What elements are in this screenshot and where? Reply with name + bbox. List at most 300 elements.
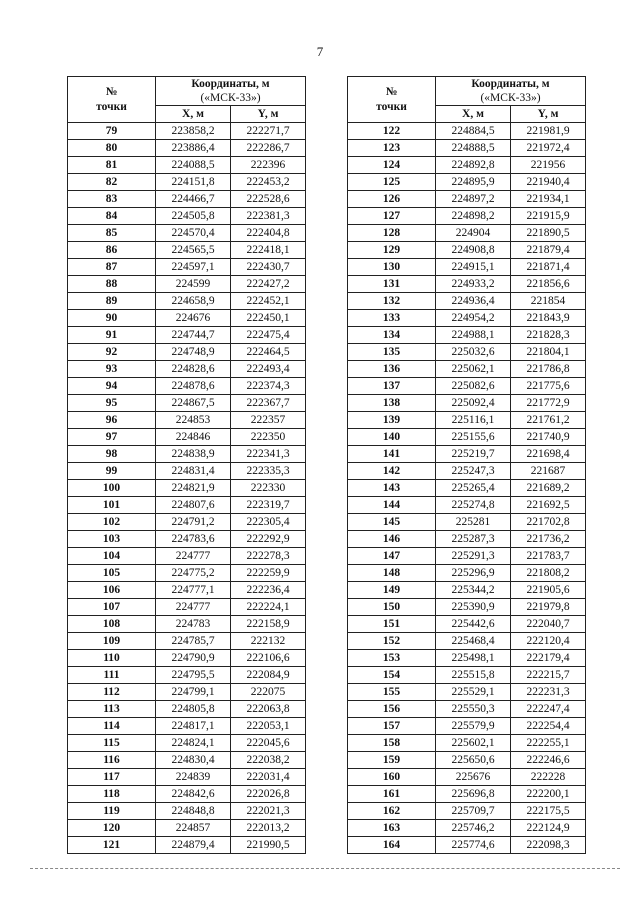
y-coordinate-cell: 222231,3 [511,684,586,701]
x-coordinate-cell: 224915,1 [436,259,511,276]
x-coordinate-cell: 225287,3 [436,531,511,548]
table-row [348,293,586,310]
x-coordinate-cell: 224658,9 [156,293,231,310]
y-coordinate-cell: 222464,5 [231,344,306,361]
table-row [348,548,586,565]
point-no-sign: № [105,85,118,98]
x-coordinate-cell: 225247,3 [436,463,511,480]
y-coordinate-cell: 222179,4 [511,650,586,667]
table-row [348,786,586,803]
table-row [348,531,586,548]
point-number-cell: 119 [68,803,156,820]
y-coordinate-cell: 222292,9 [231,531,306,548]
point-number-cell: 141 [348,446,436,463]
x-coordinate-cell: 224777 [156,548,231,565]
y-coordinate-cell: 222381,3 [231,208,306,225]
table-row [348,701,586,718]
point-number-header [348,77,436,123]
y-coordinate-cell: 222021,3 [231,803,306,820]
table-row [348,837,586,854]
x-coordinate-cell: 223858,2 [156,123,231,140]
y-coordinate-cell: 221828,3 [511,327,586,344]
table-row [348,803,586,820]
y-coordinate-cell: 221808,2 [511,565,586,582]
y-coordinate-cell: 221981,9 [511,123,586,140]
y-coordinate-cell: 221856,6 [511,276,586,293]
x-coordinate-cell: 224748,9 [156,344,231,361]
table-row [68,752,306,769]
y-coordinate-cell: 222278,3 [231,548,306,565]
point-number-cell: 139 [348,412,436,429]
table-body [348,123,586,854]
x-coordinate-cell: 225082,6 [436,378,511,395]
y-coordinate-cell: 222031,4 [231,769,306,786]
table-row [348,378,586,395]
x-coordinate-cell: 225032,6 [436,344,511,361]
table-body [68,123,306,854]
x-coordinate-cell: 225296,9 [436,565,511,582]
y-coordinate-cell: 222120,4 [511,633,586,650]
table-row [348,208,586,225]
point-number-cell: 138 [348,395,436,412]
point-number-cell: 145 [348,514,436,531]
point-number-cell: 115 [68,735,156,752]
x-coordinate-cell: 224904 [436,225,511,242]
point-number-cell: 80 [68,140,156,157]
point-number-cell: 109 [68,633,156,650]
x-coordinate-cell: 225281 [436,514,511,531]
point-number-cell: 96 [68,412,156,429]
coordinates-header [436,77,586,106]
x-coordinate-cell: 225579,9 [436,718,511,735]
x-coordinate-cell: 225709,7 [436,803,511,820]
table-row [68,497,306,514]
table-row [68,259,306,276]
x-coordinate-cell: 225344,2 [436,582,511,599]
y-coordinate-cell: 222305,4 [231,514,306,531]
y-coordinate-cell: 222427,2 [231,276,306,293]
x-coordinate-cell: 224807,6 [156,497,231,514]
coordinates-header [156,77,306,106]
point-number-cell: 143 [348,480,436,497]
table-row [348,327,586,344]
point-number-cell: 160 [348,769,436,786]
coordinates-table-left [67,76,306,854]
x-coordinate-cell: 225291,3 [436,548,511,565]
point-number-cell: 110 [68,650,156,667]
table-row [348,752,586,769]
x-coordinate-cell: 224785,7 [156,633,231,650]
point-number-cell: 154 [348,667,436,684]
point-number-cell: 82 [68,174,156,191]
point-number-cell: 155 [348,684,436,701]
x-coordinate-cell: 225155,6 [436,429,511,446]
y-coordinate-cell: 222475,4 [231,327,306,344]
page-number: 7 [316,44,324,59]
x-coordinate-cell: 224505,8 [156,208,231,225]
point-number-cell: 152 [348,633,436,650]
y-coordinate-cell: 221702,8 [511,514,586,531]
y-coordinate-cell: 222098,3 [511,837,586,854]
point-number-cell: 79 [68,123,156,140]
table-row [68,361,306,378]
x-coordinate-cell: 224838,9 [156,446,231,463]
point-number-cell: 126 [348,191,436,208]
point-number-cell: 121 [68,837,156,854]
table-row [348,259,586,276]
point-number-cell: 144 [348,497,436,514]
y-coordinate-cell: 222215,7 [511,667,586,684]
y-coordinate-cell: 222236,4 [231,582,306,599]
point-number-cell: 131 [348,276,436,293]
y-coordinate-cell: 221687 [511,463,586,480]
y-coordinate-cell: 222013,2 [231,820,306,837]
coordinates-table-right [347,76,586,854]
y-coordinate-cell: 222247,4 [511,701,586,718]
table-row [348,820,586,837]
y-coordinate-cell: 222132 [231,633,306,650]
point-number-cell: 111 [68,667,156,684]
point-number-cell: 114 [68,718,156,735]
table-row [68,463,306,480]
x-coordinate-cell: 225529,1 [436,684,511,701]
y-coordinate-cell: 221736,2 [511,531,586,548]
y-coordinate-cell: 222040,7 [511,616,586,633]
point-number-cell: 127 [348,208,436,225]
x-coordinate-cell: 224795,5 [156,667,231,684]
point-number-cell: 164 [348,837,436,854]
y-coordinate-cell: 221692,5 [511,497,586,514]
table-row [68,718,306,735]
point-number-cell: 136 [348,361,436,378]
point-number-cell: 118 [68,786,156,803]
y-coordinate-cell: 221956 [511,157,586,174]
y-coordinate-cell: 222175,5 [511,803,586,820]
point-number-cell: 95 [68,395,156,412]
y-coordinate-cell: 221761,2 [511,412,586,429]
point-number-cell: 158 [348,735,436,752]
y-coordinate-cell: 222286,7 [231,140,306,157]
y-coordinate-cell: 222418,1 [231,242,306,259]
y-coordinate-cell: 221905,6 [511,582,586,599]
table-row [348,276,586,293]
point-no-sign: № [385,85,398,98]
table-row [68,565,306,582]
table-row [348,225,586,242]
point-number-cell: 113 [68,701,156,718]
x-coordinate-cell: 224790,9 [156,650,231,667]
y-coordinate-cell: 221934,1 [511,191,586,208]
y-coordinate-cell: 222200,1 [511,786,586,803]
x-coordinate-cell: 224936,4 [436,293,511,310]
x-coordinate-cell: 224775,2 [156,565,231,582]
point-number-cell: 133 [348,310,436,327]
x-coordinate-cell: 224799,1 [156,684,231,701]
x-coordinate-cell: 224597,1 [156,259,231,276]
y-coordinate-cell: 222084,9 [231,667,306,684]
y-coordinate-cell: 221786,8 [511,361,586,378]
point-number-cell: 140 [348,429,436,446]
table-row [68,225,306,242]
point-number-cell: 102 [68,514,156,531]
x-coordinate-cell: 224676 [156,310,231,327]
table-row [68,208,306,225]
point-number-cell: 148 [348,565,436,582]
y-column-header: Y, м [511,106,586,123]
x-coordinate-cell: 224839 [156,769,231,786]
table-row [68,684,306,701]
x-coordinate-cell: 224908,8 [436,242,511,259]
y-coordinate-cell: 222450,1 [231,310,306,327]
y-coordinate-cell: 222271,7 [231,123,306,140]
table-row [348,123,586,140]
x-coordinate-cell: 224954,2 [436,310,511,327]
point-number-cell: 81 [68,157,156,174]
table-row [68,820,306,837]
table-row [68,650,306,667]
point-number-cell: 90 [68,310,156,327]
x-coordinate-cell: 224857 [156,820,231,837]
x-coordinate-cell: 224791,2 [156,514,231,531]
table-row [68,140,306,157]
table-row [68,667,306,684]
x-coordinate-cell: 224824,1 [156,735,231,752]
table-row [348,735,586,752]
y-coordinate-cell: 221772,9 [511,395,586,412]
table-row [348,395,586,412]
point-number-cell: 163 [348,820,436,837]
y-coordinate-cell: 222374,3 [231,378,306,395]
coordinates-title: Координаты, м [191,78,270,90]
x-coordinate-cell: 224933,2 [436,276,511,293]
y-coordinate-cell: 221854 [511,293,586,310]
table-row [68,327,306,344]
point-number-cell: 101 [68,497,156,514]
y-coordinate-cell: 222255,1 [511,735,586,752]
point-number-cell: 85 [68,225,156,242]
x-coordinate-cell: 224830,4 [156,752,231,769]
point-number-cell: 147 [348,548,436,565]
table-row [68,548,306,565]
x-coordinate-cell: 224805,8 [156,701,231,718]
x-coordinate-cell: 224783,6 [156,531,231,548]
table-row [68,242,306,259]
point-number-cell: 106 [68,582,156,599]
point-number-cell: 146 [348,531,436,548]
table-row [68,174,306,191]
point-number-cell: 128 [348,225,436,242]
point-number-cell: 135 [348,344,436,361]
point-number-cell: 98 [68,446,156,463]
x-coordinate-cell: 225092,4 [436,395,511,412]
y-coordinate-cell: 221689,2 [511,480,586,497]
point-number-cell: 124 [348,157,436,174]
point-number-cell: 100 [68,480,156,497]
point-number-cell: 120 [68,820,156,837]
point-number-cell: 86 [68,242,156,259]
table-row [68,344,306,361]
y-coordinate-cell: 221879,4 [511,242,586,259]
table-row [68,412,306,429]
table-row [68,191,306,208]
table-row [348,429,586,446]
x-coordinate-cell: 224831,4 [156,463,231,480]
x-coordinate-cell: 225515,8 [436,667,511,684]
y-coordinate-cell: 221783,7 [511,548,586,565]
point-number-cell: 105 [68,565,156,582]
point-number-cell: 151 [348,616,436,633]
x-coordinate-cell: 225219,7 [436,446,511,463]
x-coordinate-cell: 225062,1 [436,361,511,378]
point-number-cell: 137 [348,378,436,395]
y-coordinate-cell: 221843,9 [511,310,586,327]
table-row [348,361,586,378]
y-coordinate-cell: 222063,8 [231,701,306,718]
table-row [348,140,586,157]
table-row [348,599,586,616]
point-label: точки [376,100,407,113]
point-number-cell: 107 [68,599,156,616]
point-number-cell: 134 [348,327,436,344]
table-row [68,786,306,803]
x-column-header: X, м [156,106,231,123]
table-row [348,174,586,191]
x-coordinate-cell: 224783 [156,616,231,633]
point-number-cell: 161 [348,786,436,803]
table-row [68,531,306,548]
x-coordinate-cell: 225442,6 [436,616,511,633]
table-row [68,803,306,820]
y-coordinate-cell: 222106,6 [231,650,306,667]
table-row [68,582,306,599]
table-row [348,344,586,361]
point-number-cell: 117 [68,769,156,786]
table-row [348,667,586,684]
table-row [348,684,586,701]
x-coordinate-cell: 225650,6 [436,752,511,769]
point-number-cell: 162 [348,803,436,820]
table-row [348,446,586,463]
x-coordinate-cell: 224828,6 [156,361,231,378]
table-row [68,735,306,752]
point-number-cell: 157 [348,718,436,735]
table-row [348,412,586,429]
y-coordinate-cell: 222158,9 [231,616,306,633]
table-row [68,446,306,463]
table-row [68,616,306,633]
x-coordinate-cell: 224842,6 [156,786,231,803]
table-row [68,310,306,327]
point-number-cell: 87 [68,259,156,276]
point-number-cell: 94 [68,378,156,395]
point-number-cell: 156 [348,701,436,718]
x-coordinate-cell: 224821,9 [156,480,231,497]
x-coordinate-cell: 224151,8 [156,174,231,191]
table-row [68,599,306,616]
table-row [68,123,306,140]
point-number-cell: 150 [348,599,436,616]
point-number-cell: 104 [68,548,156,565]
table-row [348,769,586,786]
x-coordinate-cell: 224466,7 [156,191,231,208]
table-row [348,565,586,582]
y-coordinate-cell: 221804,1 [511,344,586,361]
y-coordinate-cell: 222452,1 [231,293,306,310]
point-number-cell: 130 [348,259,436,276]
y-coordinate-cell: 222259,9 [231,565,306,582]
y-coordinate-cell: 222367,7 [231,395,306,412]
x-coordinate-cell: 224895,9 [436,174,511,191]
table-row [348,582,586,599]
x-coordinate-cell: 224898,2 [436,208,511,225]
x-coordinate-cell: 224888,5 [436,140,511,157]
x-coordinate-cell: 224744,7 [156,327,231,344]
x-coordinate-cell: 224878,6 [156,378,231,395]
y-coordinate-cell: 222528,6 [231,191,306,208]
table-row [348,463,586,480]
table-row [68,378,306,395]
x-coordinate-cell: 224853 [156,412,231,429]
y-coordinate-cell: 221740,9 [511,429,586,446]
x-coordinate-cell: 224988,1 [436,327,511,344]
y-coordinate-cell: 222124,9 [511,820,586,837]
y-coordinate-cell: 221871,4 [511,259,586,276]
x-coordinate-cell: 225116,1 [436,412,511,429]
point-number-cell: 142 [348,463,436,480]
y-coordinate-cell: 222224,1 [231,599,306,616]
point-number-cell: 88 [68,276,156,293]
y-coordinate-cell: 222396 [231,157,306,174]
point-number-cell: 159 [348,752,436,769]
x-coordinate-cell: 224867,5 [156,395,231,412]
table-row [348,310,586,327]
point-number-cell: 108 [68,616,156,633]
y-coordinate-cell: 222045,6 [231,735,306,752]
table-row [348,616,586,633]
point-number-cell: 125 [348,174,436,191]
y-coordinate-cell: 222430,7 [231,259,306,276]
y-coordinate-cell: 222341,3 [231,446,306,463]
y-coordinate-cell: 221979,8 [511,599,586,616]
x-coordinate-cell: 224777 [156,599,231,616]
table-row [68,701,306,718]
x-coordinate-cell: 225498,1 [436,650,511,667]
y-coordinate-cell: 222053,1 [231,718,306,735]
x-coordinate-cell: 224848,8 [156,803,231,820]
table-row [348,191,586,208]
y-coordinate-cell: 221698,4 [511,446,586,463]
y-coordinate-cell: 222246,6 [511,752,586,769]
footer-divider [30,868,620,869]
x-coordinate-cell: 225550,3 [436,701,511,718]
point-number-cell: 99 [68,463,156,480]
point-number-cell: 132 [348,293,436,310]
table-row [348,242,586,259]
y-coordinate-cell: 222350 [231,429,306,446]
y-coordinate-cell: 222404,8 [231,225,306,242]
point-number-cell: 89 [68,293,156,310]
x-coordinate-cell: 224892,8 [436,157,511,174]
x-coordinate-cell: 225746,2 [436,820,511,837]
y-coordinate-cell: 222357 [231,412,306,429]
table-row [348,650,586,667]
x-coordinate-cell: 225696,8 [436,786,511,803]
table-row [68,429,306,446]
y-coordinate-cell: 222453,2 [231,174,306,191]
x-coordinate-cell: 225265,4 [436,480,511,497]
x-coordinate-cell: 224817,1 [156,718,231,735]
x-coordinate-cell: 225676 [436,769,511,786]
